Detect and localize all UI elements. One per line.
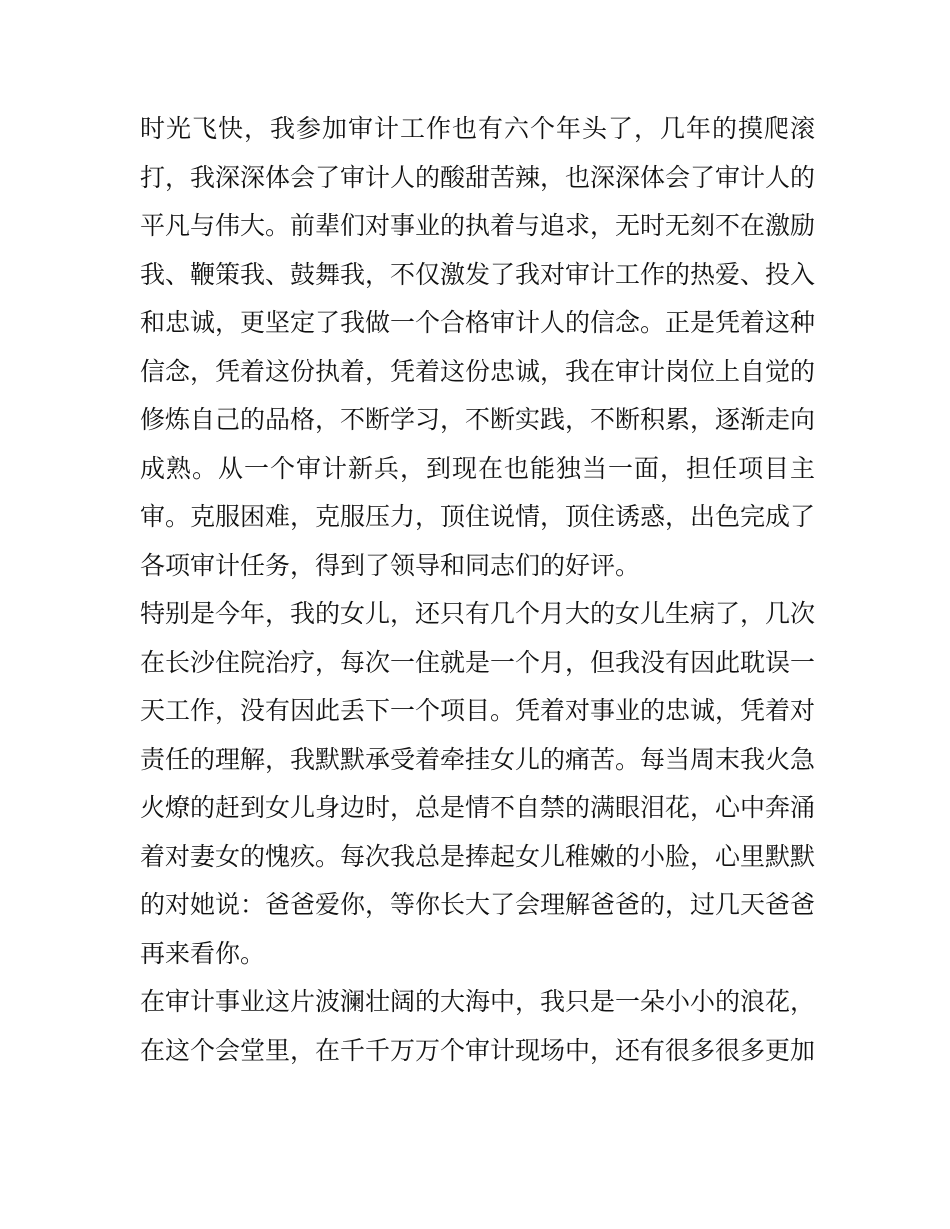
text-line: 天工作，没有因此丢下一个项目。凭着对事业的忠诚，凭着对 <box>140 696 815 725</box>
text-line: 各项审计任务，得到了领导和同志们的好评。 <box>140 550 641 580</box>
text-line: 的对她说：爸爸爱你，等你长大了会理解爸爸的，过几天爸爸 <box>140 890 815 919</box>
text-line: 责任的理解，我默默承受着牵挂女儿的痛苦。每当周末我火急 <box>140 744 815 774</box>
text-line: 在这个会堂里，在千千万万个审计现场中，还有很多很多更加 <box>140 1035 815 1065</box>
text-line: 时光飞快，我参加审计工作也有六个年头了，几年的摸爬滚 <box>140 114 815 143</box>
text-line: 和忠诚，更坚定了我做一个合格审计人的信念。正是凭着这种 <box>140 308 815 337</box>
text-line: 修炼自己的品格，不断学习，不断实践，不断积累，逐渐走向 <box>140 405 815 434</box>
text-line: 在长沙住院治疗，每次一住就是一个月，但我没有因此耽误一 <box>140 647 815 677</box>
text-line: 打，我深深体会了审计人的酸甜苦辣，也深深体会了审计人的 <box>140 162 815 192</box>
document-body <box>140 105 815 1075</box>
text-line: 火燎的赶到女儿身边时，总是情不自禁的满眼泪花，心中奔涌 <box>140 793 815 822</box>
text-line: 平凡与伟大。前辈们对事业的执着与追求，无时无刻不在激励 <box>140 211 815 240</box>
text-line: 再来看你。 <box>140 938 266 968</box>
text-line: 特别是今年，我的女儿，还只有几个月大的女儿生病了，几次 <box>140 599 815 628</box>
text-line: 审。克服困难，克服压力，顶住说情，顶住诱惑，出色完成了 <box>140 502 815 531</box>
text-line: 信念，凭着这份执着，凭着这份忠诚，我在审计岗位上自觉的 <box>140 356 815 386</box>
text-line: 成熟。从一个审计新兵，到现在也能独当一面，担任项目主 <box>140 453 815 483</box>
text-line: 着对妻女的愧疚。每次我总是捧起女儿稚嫩的小脸，心里默默 <box>140 841 815 871</box>
text-line: 在审计事业这片波澜壮阔的大海中，我只是一朵小小的浪花， <box>140 987 815 1016</box>
text-line: 我、鞭策我、鼓舞我，不仅激发了我对审计工作的热爱、投入 <box>140 259 815 289</box>
